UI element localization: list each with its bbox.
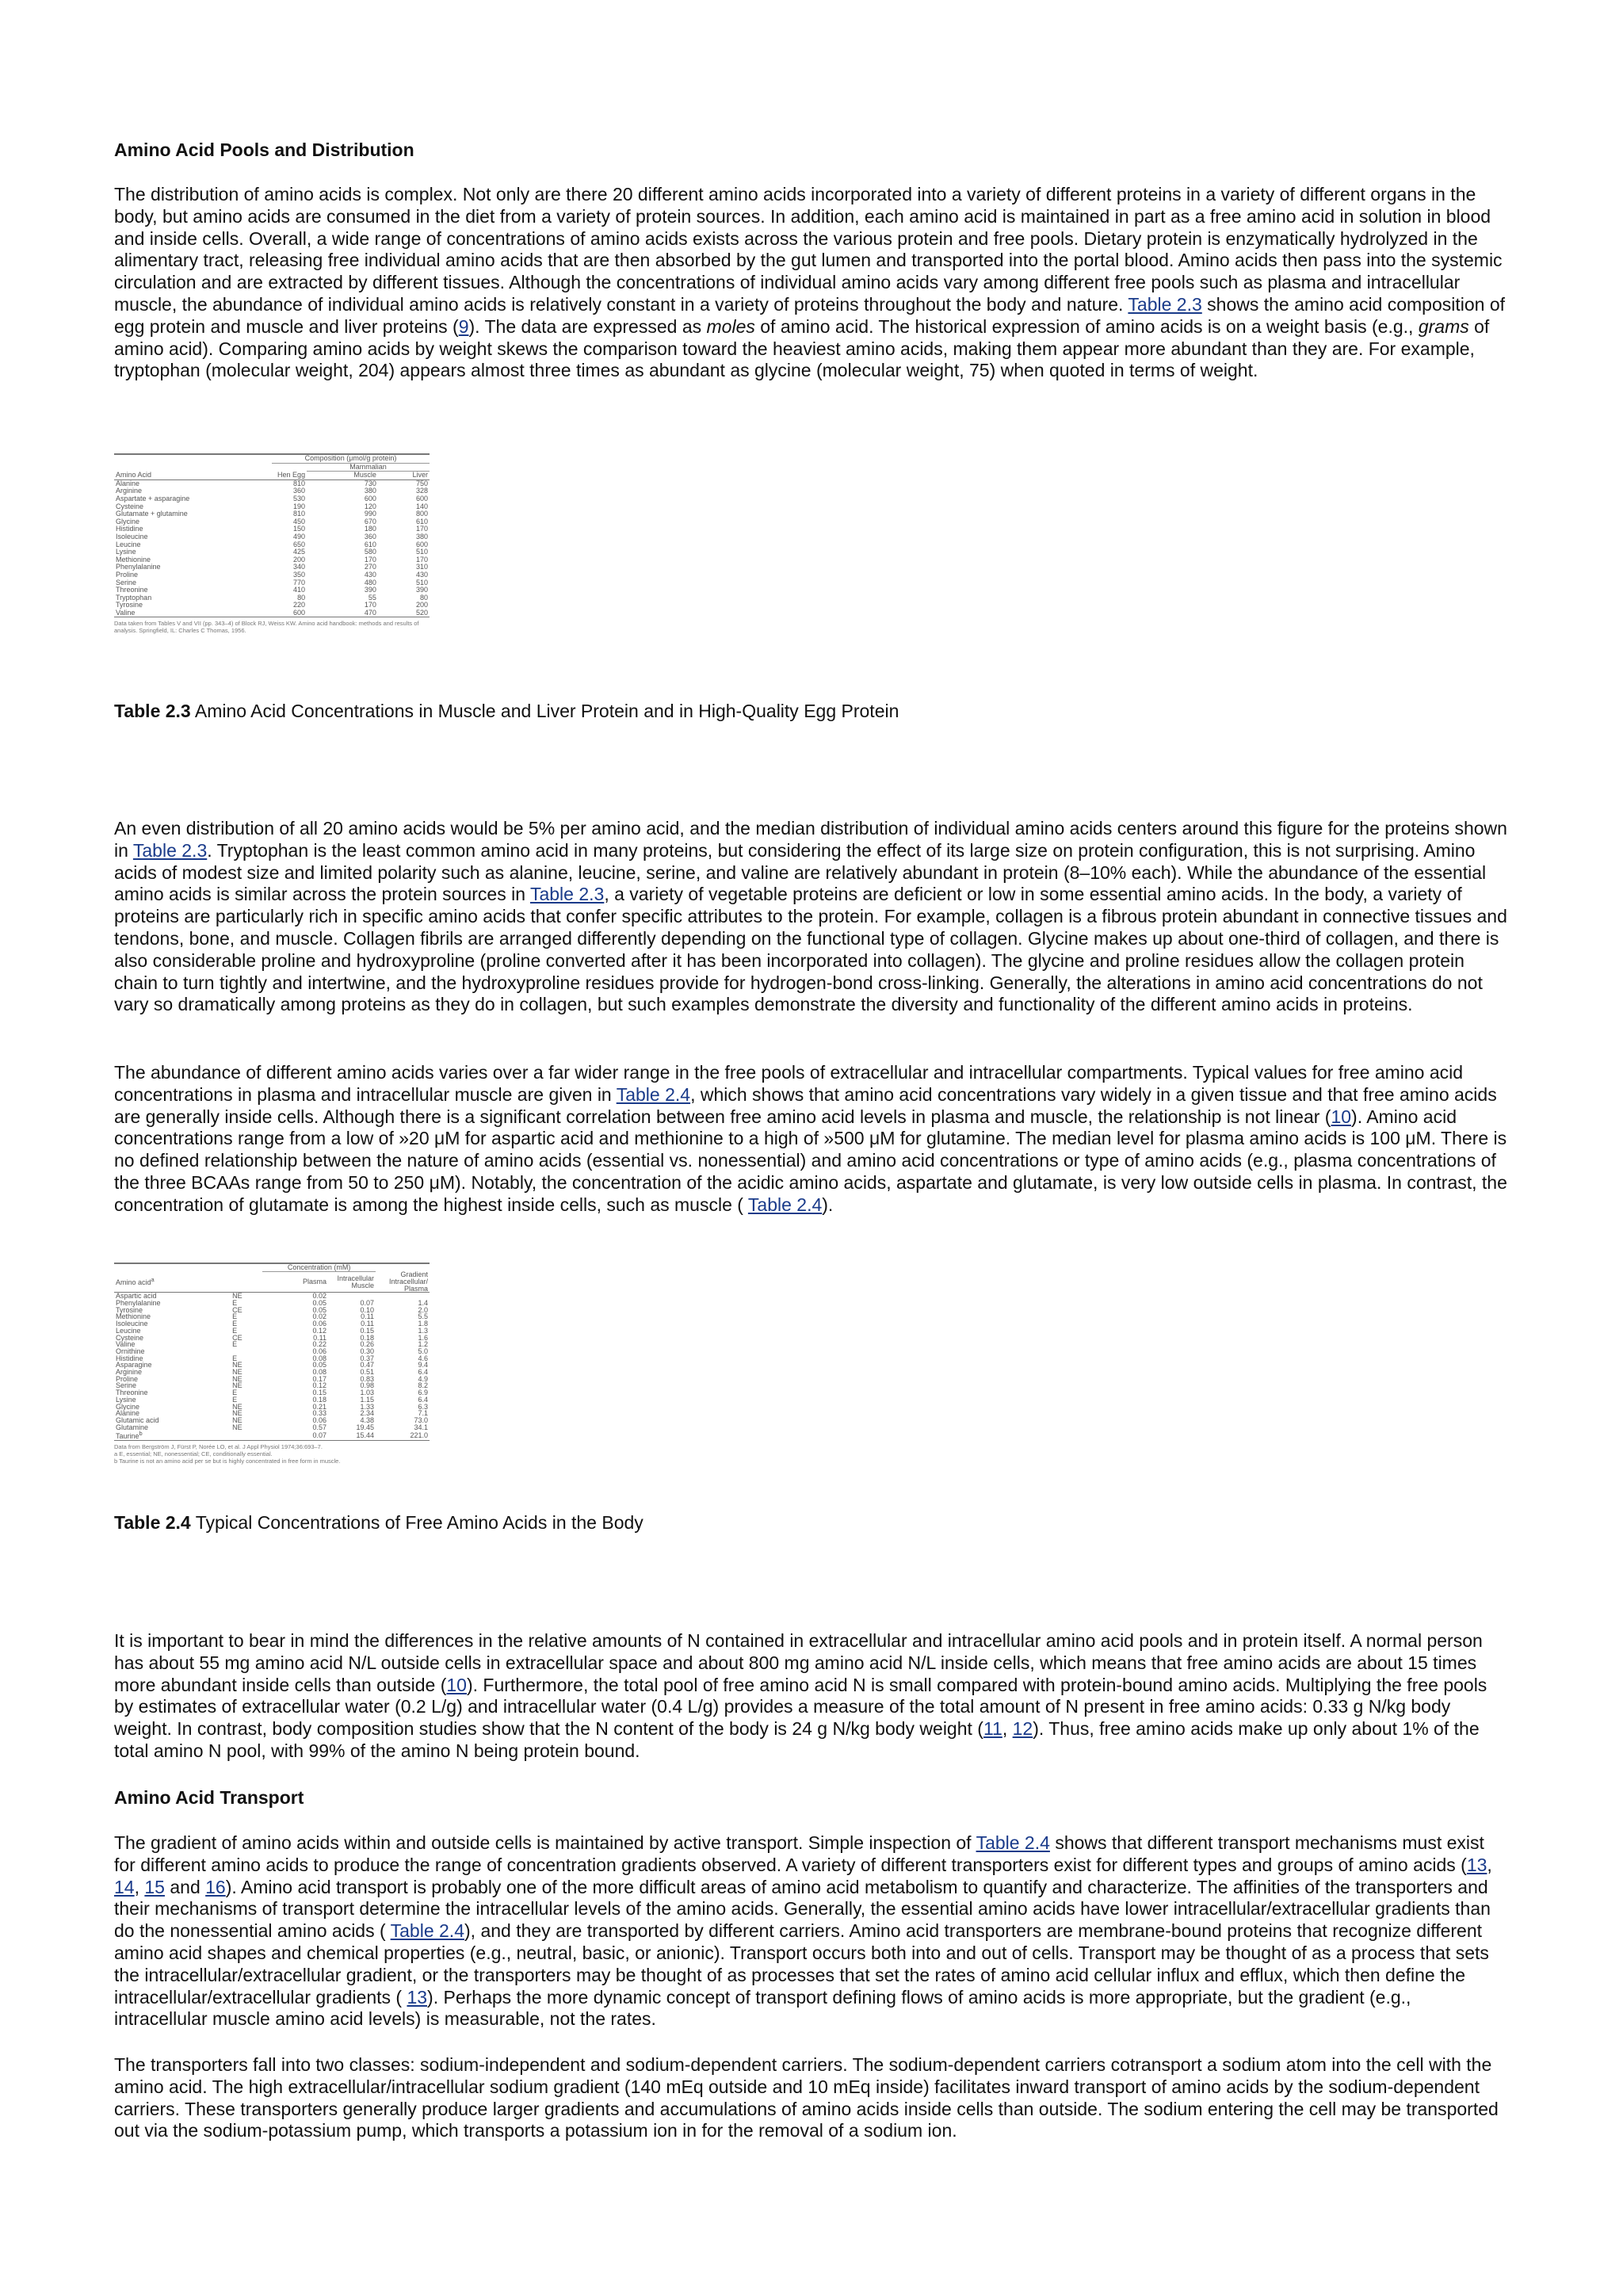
- table-cell-value: 360: [364, 532, 376, 541]
- table-cell-value: 800: [415, 510, 428, 518]
- table-row: [114, 594, 430, 602]
- table-2-4-caption-label: Table 2.4: [114, 1512, 191, 1533]
- table-cell-amino-acid: Glycine: [116, 1402, 140, 1411]
- table-cell-value: 0.10: [360, 1305, 374, 1314]
- reference-12-link[interactable]: 12: [1012, 1718, 1033, 1740]
- table-cell-value: 380: [415, 532, 428, 541]
- table-cell-value: 2.0: [418, 1305, 428, 1314]
- reference-11-link[interactable]: 11: [983, 1718, 1002, 1740]
- table-row: [114, 586, 430, 594]
- table-cell-value: 350: [293, 570, 306, 579]
- table-cell-value: 170: [415, 525, 428, 533]
- table-cell-value: 4.6: [418, 1354, 428, 1362]
- table-cell-amino-acid: Phenylalanine: [116, 1299, 161, 1308]
- table-cell-value: 170: [364, 601, 376, 609]
- reference-15-link[interactable]: 15: [144, 1876, 165, 1897]
- table-cell-value: 8.2: [418, 1381, 428, 1390]
- table-row: [114, 1410, 430, 1417]
- table-cell-amino-acid: Alanine: [116, 1409, 140, 1418]
- reference-16-link[interactable]: 16: [205, 1876, 226, 1897]
- paragraph-transport-gradient: The gradient of amino acids within and outside cells is maintained by active transport. Simple inspection of Table 2.4 shows that different transport mechanisms must exist for different amino acids to produce the range of concentration gradients observed. A variety of different transporters exist for different types and groups of amino acids (13, 14, 15 and 16). Amino acid transport is probably one of the more difficult areas of amino acid metabolism to quantify and characterize. The affinities of the transporters and their mechanisms of transport determine the intracellular levels of the amino acids. Generally, the essential amino acids have lower intracellular/extracellular gradients than do the nonessential amino acids ( Table 2.4), and they are transported by different carriers. Amino acid transporters are membrane-bound proteins that recognize different amino acid shapes and chemical properties (e.g., neutral, basic, or anionic). Transport occurs both into and out of cells. Transport may be thought of as a process that sets the intracellular/extracellular gradient, or the transporters may be thought of as processes that set the rates of amino acid cellular influx and efflux, which then define the intracellular/extracellular gradients ( 13). Perhaps the more dynamic concept of transport defining flows of amino acids is more appropriate, but the gradient (e.g., intracellular muscle amino acid levels) is measurable, not the rates.: [114, 1832, 1492, 2030]
- table-cell-value: 390: [415, 586, 428, 594]
- table-cell-amino-acid: Tryptophan: [116, 593, 152, 602]
- table-cell-value: 810: [293, 479, 306, 487]
- table-cell-amino-acid: Leucine: [116, 1326, 141, 1335]
- table-row: [114, 1348, 430, 1355]
- table-2-4-col-plasma: Plasma: [302, 1278, 327, 1286]
- table-cell-value: 1.3: [418, 1326, 428, 1335]
- table-row: [114, 1424, 430, 1431]
- table-cell-value: 0.57: [312, 1423, 327, 1431]
- table-cell-value: 0.05: [312, 1361, 327, 1370]
- table-cell-class: E: [232, 1320, 238, 1328]
- table-2-3-col-amino-acid: Amino Acid: [116, 470, 152, 479]
- table-cell-amino-acid: Threonine: [116, 586, 148, 594]
- table-row: [114, 563, 430, 571]
- table-cell-amino-acid: Taurine$^b$: [116, 1430, 143, 1441]
- table-cell-amino-acid: Cysteine: [116, 1333, 144, 1342]
- table-cell-value: 6.3: [418, 1402, 428, 1411]
- table-row: [114, 518, 430, 526]
- table-cell-amino-acid: Alanine: [116, 479, 140, 487]
- table-cell-value: 4.38: [360, 1415, 374, 1424]
- table-cell-value: 0.11: [361, 1320, 374, 1328]
- table-row: [114, 602, 430, 609]
- table-cell-value: 6.4: [418, 1368, 428, 1377]
- table-cell-class: NE: [232, 1292, 242, 1301]
- table-cell-value: 55: [368, 593, 376, 602]
- table-2-4-link[interactable]: Table 2.4: [616, 1083, 691, 1105]
- table-cell-value: 0.02: [312, 1312, 327, 1321]
- table-2-3-col-muscle: Muscle: [353, 471, 376, 479]
- table-cell-amino-acid: Valine: [116, 608, 136, 617]
- table-cell-class: NE: [232, 1423, 242, 1431]
- table-cell-amino-acid: Aspartate + asparagine: [116, 494, 190, 502]
- table-cell-value: 0.07: [312, 1431, 327, 1439]
- table-cell-value: 0.08: [312, 1354, 327, 1362]
- table-cell-value: 0.47: [360, 1361, 374, 1370]
- table-cell-value: 0.11: [361, 1312, 374, 1321]
- table-cell-value: 73.0: [414, 1415, 428, 1424]
- table-cell-amino-acid: Tyrosine: [116, 1305, 143, 1314]
- table-cell-amino-acid: Aspartic acid: [116, 1292, 157, 1301]
- table-cell-value: 0.08: [312, 1368, 327, 1377]
- table-row: [114, 1307, 430, 1314]
- table-2-4-link[interactable]: Table 2.4: [390, 1920, 464, 1942]
- table-cell-value: 1.2: [418, 1340, 428, 1349]
- table-cell-value: 310: [415, 563, 428, 571]
- table-row: [114, 1341, 430, 1348]
- table-cell-value: 650: [293, 540, 306, 548]
- table-2-4-col-gradient: Gradient Intracellular/ Plasma: [388, 1270, 428, 1293]
- table-row: [114, 556, 430, 564]
- table-cell-value: 0.37: [360, 1354, 374, 1362]
- table-cell-value: 610: [364, 540, 376, 548]
- table-2-4-link[interactable]: Table 2.4: [747, 1194, 823, 1215]
- table-2-4-group-header: Concentration (mM): [262, 1263, 376, 1271]
- table-cell-value: 600: [415, 540, 428, 548]
- table-cell-amino-acid: Histidine: [116, 525, 143, 533]
- table-cell-class: E: [232, 1312, 238, 1321]
- table-cell-value: 600: [293, 608, 306, 617]
- table-cell-amino-acid: Glutamine: [116, 1423, 149, 1431]
- paragraph-distribution: The distribution of amino acids is complex. Not only are there 20 different amino acids incorporated into a variety of different proteins in a variety of different organs in the body, but amino acids are consumed in the diet from a variety of protein sources. In addition, each amino acid is maintained in part as a free amino acid in solution in blood and inside cells. Overall, a wide range of concentrations of amino acids exists across the various protein and free pools. Dietary protein is enzymatically hydrolyzed in the alimentary tract, releasing free individual amino acids that are then absorbed by the gut lumen and transported into the portal blood. Amino acids then pass into the systemic circulation and are extracted by different tissues. Although the concentrations of individual amino acids vary among different free pools such as plasma and intracellular muscle, the abundance of individual amino acids is relatively constant in a variety of proteins throughout the body and nature. Table 2.3 shows the amino acid composition of egg protein and muscle and liver proteins (9). The data are expressed as moles of amino acid. The historical expression of amino acids is on a weight basis (e.g., grams of amino acid). Comparing amino acids by weight skews the comparison toward the heaviest amino acids, making them appear more abundant than they are. For example, tryptophan (molecular weight, 204) appears almost three times as abundant as glycine (molecular weight, 75) when quoted in terms of weight.: [114, 184, 1506, 381]
- table-cell-value: 430: [415, 570, 428, 579]
- table-cell-value: 0.15: [360, 1326, 374, 1335]
- table-cell-value: 6.4: [418, 1395, 428, 1404]
- table-cell-value: 270: [364, 563, 376, 571]
- table-cell-value: 530: [293, 494, 306, 502]
- table-cell-value: 0.98: [360, 1381, 374, 1390]
- table-cell-value: 0.05: [312, 1305, 327, 1314]
- table-row: [114, 495, 430, 503]
- table-cell-amino-acid: Serine: [116, 1381, 137, 1390]
- table-row: [114, 579, 430, 587]
- table-cell-value: 7.1: [418, 1409, 428, 1418]
- table-cell-value: 190: [293, 502, 306, 510]
- table-row: [114, 548, 430, 556]
- table-cell-class: E: [232, 1395, 238, 1404]
- table-cell-value: 0.18: [360, 1333, 374, 1342]
- table-row: [114, 1335, 430, 1342]
- table-2-3-group-header: Composition (μmol/g protein): [272, 454, 430, 463]
- table-cell-value: 0.33: [312, 1409, 327, 1418]
- table-cell-class: NE: [232, 1409, 242, 1418]
- table-2-3-link[interactable]: Table 2.3: [132, 839, 208, 861]
- table-2-3-source: Data taken from Tables V and VII (pp. 343–4) of Block RJ, Weiss KW. Amino acid handbook: methods and results of analysis. Springfield, IL: Charles C Thomas, 1956.: [114, 620, 419, 635]
- table-2-4-link[interactable]: Table 2.4: [976, 1832, 1050, 1853]
- table-cell-amino-acid: Methionine: [116, 555, 151, 563]
- table-2-4-image: [114, 1263, 430, 1465]
- table-cell-value: 0.06: [312, 1347, 327, 1355]
- table-row: [114, 1313, 430, 1320]
- table-cell-value: 0.11: [313, 1333, 327, 1342]
- table-row: [114, 1362, 430, 1369]
- table-2-3-caption-label: Table 2.3: [114, 701, 191, 721]
- table-cell-amino-acid: Arginine: [116, 1368, 143, 1377]
- table-cell-amino-acid: Phenylalanine: [116, 563, 161, 571]
- table-cell-amino-acid: Glycine: [116, 517, 140, 525]
- table-cell-value: 600: [415, 494, 428, 502]
- table-cell-value: 0.30: [360, 1347, 374, 1355]
- table-cell-value: 380: [364, 487, 376, 495]
- table-cell-value: 0.12: [312, 1326, 327, 1335]
- table-cell-class: E: [232, 1299, 238, 1308]
- table-cell-value: 670: [364, 517, 376, 525]
- table-cell-value: 520: [415, 608, 428, 617]
- table-row: [114, 1369, 430, 1376]
- table-cell-amino-acid: Proline: [116, 1374, 139, 1383]
- table-2-3-subgroup-header: Mammalian: [307, 463, 430, 472]
- table-row: [114, 1376, 430, 1383]
- table-cell-amino-acid: Cysteine: [116, 502, 144, 510]
- table-2-4-caption: [114, 1512, 643, 1534]
- table-cell-value: 170: [415, 555, 428, 563]
- table-cell-value: 140: [415, 502, 428, 510]
- table-cell-value: 0.06: [312, 1320, 327, 1328]
- table-cell-amino-acid: Proline: [116, 570, 139, 579]
- table-row: [114, 1355, 430, 1362]
- reference-13-link[interactable]: 13: [1466, 1854, 1487, 1875]
- table-cell-amino-acid: Methionine: [116, 1312, 151, 1321]
- table-cell-amino-acid: Isoleucine: [116, 1320, 148, 1328]
- table-cell-amino-acid: Ornithine: [116, 1347, 145, 1355]
- table-row: [114, 479, 430, 487]
- table-2-3-link[interactable]: Table 2.3: [529, 884, 605, 905]
- table-cell-amino-acid: Tyrosine: [116, 601, 143, 609]
- paragraph-nitrogen-pools: It is important to bear in mind the differences in the relative amounts of N contained in extracellular and intracellular amino acid pools and in protein itself. A normal person has about 55 mg amino acid N/L outside cells in extracellular space and about 800 mg amino acid N/L inside cells, which means that free amino acids are about 15 times more abundant inside cells than outside (10). Furthermore, the total pool of free amino acid N is small compared with protein-bound amino acids. Multiplying the free pools by estimates of extracellular water (0.2 L/g) and intracellular water (0.4 L/g) provides a measure of the total amount of N present in free amino acids: 0.33 g N/kg body weight. In contrast, body composition studies show that the N content of the body is 24 g N/kg body weight (11, 12). Thus, free amino acids make up only about 1% of the total amino N pool, with 99% of the amino N being protein bound.: [114, 1630, 1487, 1761]
- table-cell-value: 34.1: [414, 1423, 428, 1431]
- table-row: [114, 1293, 430, 1300]
- table-cell-value: 610: [415, 517, 428, 525]
- table-cell-value: 0.83: [360, 1374, 374, 1383]
- table-2-4-col-amino-acid: Amino acid$^a$: [116, 1276, 155, 1287]
- table-cell-amino-acid: Asparagine: [116, 1361, 152, 1370]
- table-row: [114, 1328, 430, 1335]
- table-cell-amino-acid: Glutamic acid: [116, 1415, 159, 1424]
- table-row: [114, 510, 430, 518]
- reference-10-link[interactable]: 10: [1331, 1106, 1352, 1127]
- section-heading-transport: Amino Acid Transport: [114, 1787, 304, 1808]
- table-cell-class: E: [232, 1326, 238, 1335]
- paragraph-free-pools: The abundance of different amino acids varies over a far wider range in the free pools of extracellular and intracellular compartments. Typical values for free amino acid concentrations in plasma and intracellular muscle are given in Table 2.4, which shows that amino acid concentrations vary widely in a given tissue and that free amino acids are generally inside cells. Although there is a significant correlation between free amino acid levels in plasma and muscle, the relationship is not linear (10). Amino acid concentrations range from a low of »20 μM for aspartic acid and methionine to a high of »500 μM for glutamine. The median level for plasma amino acids is 100 μM. There is no defined relationship between the nature of amino acids (essential vs. nonessential) and amino acid concentrations or type of amino acids (e.g., plasma concentrations of the three BCAAs range from 50 to 250 μM). Notably, the concentration of the acidic amino acids, aspartate and glutamate, is very low outside cells in plasma. In contrast, the concentration of glutamate is among the highest inside cells, such as muscle ( Table 2.4).: [114, 1062, 1507, 1215]
- table-cell-class: NE: [232, 1381, 242, 1390]
- table-cell-value: 750: [415, 479, 428, 487]
- table-cell-value: 150: [293, 525, 306, 533]
- table-cell-value: 510: [415, 548, 428, 556]
- table-row: [114, 1404, 430, 1411]
- table-cell-value: 510: [415, 578, 428, 586]
- table-cell-value: 0.07: [360, 1299, 374, 1308]
- table-cell-value: 19.45: [356, 1423, 374, 1431]
- table-cell-value: 1.4: [418, 1299, 428, 1308]
- table-cell-value: 0.05: [312, 1299, 327, 1308]
- table-cell-value: 328: [415, 487, 428, 495]
- table-cell-value: 990: [364, 510, 376, 518]
- table-cell-amino-acid: Threonine: [116, 1389, 148, 1397]
- table-cell-value: 470: [364, 608, 376, 617]
- table-cell-amino-acid: Isoleucine: [116, 532, 148, 541]
- table-cell-amino-acid: Arginine: [116, 487, 143, 495]
- table-cell-amino-acid: Valine: [116, 1340, 136, 1349]
- table-2-3-col-liver: Liver: [412, 471, 428, 479]
- table-cell-value: 170: [364, 555, 376, 563]
- table-cell-class: NE: [232, 1402, 242, 1411]
- table-cell-value: 1.03: [360, 1389, 374, 1397]
- paragraph-transporter-classes: The transporters fall into two classes: sodium-independent and sodium-dependent carriers. The sodium-dependent carriers cotransport a sodium atom into the cell with the amino acid. The high extracellular/intracellular sodium gradient (140 mEq outside and 10 mEq inside) facilitates inward transport of amino acids by the sodium-dependent carriers. These transporters generally produce larger gradients and accumulations of amino acids inside cells than outside. The sodium entering the cell may be transported out via the sodium-potassium pump, which transports a potassium ion in for the removal of a sodium ion.: [114, 2054, 1499, 2141]
- table-row: [114, 1300, 430, 1307]
- table-cell-value: 221.0: [410, 1431, 428, 1439]
- table-cell-value: 1.15: [360, 1395, 374, 1404]
- table-cell-amino-acid: Serine: [116, 578, 137, 586]
- table-cell-value: 0.21: [312, 1402, 327, 1411]
- table-cell-value: 0.15: [312, 1389, 327, 1397]
- table-cell-class: E: [232, 1389, 238, 1397]
- reference-13-link[interactable]: 13: [407, 1986, 428, 2008]
- table-cell-value: 450: [293, 517, 306, 525]
- table-cell-value: 0.26: [360, 1340, 374, 1349]
- reference-9-link[interactable]: 9: [458, 315, 469, 337]
- table-cell-amino-acid: Lysine: [116, 548, 136, 556]
- table-cell-value: 360: [293, 487, 306, 495]
- table-2-3-col-egg: Hen Egg: [277, 470, 306, 479]
- table-cell-value: 220: [293, 601, 306, 609]
- table-cell-amino-acid: Glutamate + glutamine: [116, 510, 188, 518]
- table-cell-value: 430: [364, 570, 376, 579]
- table-cell-class: NE: [232, 1415, 242, 1424]
- table-2-3-caption: [114, 701, 899, 722]
- table-cell-class: E: [232, 1354, 238, 1362]
- table-cell-value: 180: [364, 525, 376, 533]
- table-row: [114, 609, 430, 617]
- table-cell-value: 1.33: [360, 1402, 374, 1411]
- table-cell-value: 770: [293, 578, 306, 586]
- table-cell-value: 5.5: [418, 1312, 428, 1321]
- table-row: [114, 1396, 430, 1404]
- table-row: [114, 541, 430, 549]
- table-cell-value: 810: [293, 510, 306, 518]
- table-row: [114, 525, 430, 533]
- table-cell-value: 2.34: [360, 1409, 374, 1418]
- table-cell-value: 120: [364, 502, 376, 510]
- table-cell-value: 340: [293, 563, 306, 571]
- table-cell-value: 5.0: [418, 1347, 428, 1355]
- table-cell-value: 0.18: [312, 1395, 327, 1404]
- table-cell-value: 0.06: [312, 1415, 327, 1424]
- table-cell-value: 80: [419, 593, 428, 602]
- table-cell-amino-acid: Histidine: [116, 1354, 143, 1362]
- table-cell-value: 730: [364, 479, 376, 487]
- table-cell-class: CE: [232, 1333, 242, 1342]
- table-cell-class: CE: [232, 1305, 242, 1314]
- table-cell-value: 0.12: [312, 1381, 327, 1390]
- table-2-4-col-muscle: Intracellular Muscle: [337, 1274, 374, 1289]
- table-cell-value: 4.9: [418, 1374, 428, 1383]
- table-cell-value: 390: [364, 586, 376, 594]
- table-2-4-caption-text: Typical Concentrations of Free Amino Acids in the Body: [195, 1512, 643, 1533]
- table-2-3-link[interactable]: Table 2.3: [1128, 293, 1202, 315]
- table-cell-value: 6.9: [418, 1389, 428, 1397]
- table-row: [114, 1382, 430, 1389]
- reference-14-link[interactable]: 14: [114, 1876, 135, 1897]
- table-cell-class: E: [232, 1340, 238, 1349]
- table-2-3-image: [114, 453, 430, 634]
- table-cell-amino-acid: Lysine: [116, 1395, 136, 1404]
- table-cell-value: 1.8: [418, 1320, 428, 1328]
- table-cell-amino-acid: Leucine: [116, 540, 141, 548]
- table-cell-value: 410: [293, 586, 306, 594]
- table-cell-value: 490: [293, 532, 306, 541]
- table-cell-value: 15.44: [356, 1431, 374, 1439]
- reference-10-link[interactable]: 10: [446, 1674, 467, 1695]
- table-2-3-body: [114, 479, 430, 617]
- table-2-4-footnotes: Data from Bergström J, Fürst P, Norée LO, et al. J Appl Physiol 1974;36:693–7. a E, essential; NE, nonessential; CE, conditionally essential. b Taurine is not an amino acid per se but is highly concentrated in free form in muscle.: [114, 1443, 341, 1465]
- table-cell-value: 0.02: [312, 1292, 327, 1301]
- table-cell-value: 200: [293, 555, 306, 563]
- table-cell-value: 0.51: [360, 1368, 374, 1377]
- table-cell-value: 425: [293, 548, 306, 556]
- table-cell-value: 200: [415, 601, 428, 609]
- paragraph-even-distribution: An even distribution of all 20 amino acids would be 5% per amino acid, and the median distribution of individual amino acids centers around this figure for the proteins shown in Table 2.3. Tryptophan is the least common amino acid in many proteins, but considering the effect of its large size on protein configuration, this is not surprising. Amino acids of modest size and limited polarity such as alanine, leucine, serine, and valine are relatively abundant in protein (8–10% each). While the abundance of the essential amino acids is similar across the protein sources in Table 2.3, a variety of vegetable proteins are deficient or low in some essential amino acids. In the body, a variety of proteins are particularly rich in specific amino acids that confer specific attributes to the protein. For example, collagen is a fibrous protein abundant in connective tissues and tendons, bone, and muscle. Collagen fibrils are arranged differently depending on the functional type of collagen. Glycine makes up about one-third of collagen, and there is also considerable proline and hydroxyproline (proline converted after it has been incorporated into collagen). The glycine and proline residues allow the collagen protein chain to turn tightly and intertwine, and the hydroxyproline residues provide for hydrogen-bond cross-linking. Generally, the alterations in amino acid concentrations do not vary so dramatically among proteins as they do in collagen, but such examples demonstrate the diversity and functionality of the different amino acids in proteins.: [114, 818, 1507, 1015]
- table-row: [114, 571, 430, 579]
- table-row: [114, 533, 430, 541]
- table-2-4-body: [114, 1293, 430, 1441]
- section-heading-pools: Amino Acid Pools and Distribution: [114, 139, 414, 160]
- table-cell-class: NE: [232, 1361, 242, 1370]
- table-cell-value: 480: [364, 578, 376, 586]
- table-cell-value: 9.4: [418, 1361, 428, 1370]
- table-cell-value: 600: [364, 494, 376, 502]
- table-row: [114, 1417, 430, 1424]
- table-row: [114, 1389, 430, 1396]
- table-cell-class: NE: [232, 1368, 242, 1377]
- table-cell-class: [231, 1431, 262, 1440]
- table-2-3-caption-text: Amino Acid Concentrations in Muscle and Liver Protein and in High-Quality Egg Protein: [194, 701, 899, 721]
- table-cell-value: 80: [297, 593, 306, 602]
- table-cell-value: 1.6: [418, 1333, 428, 1342]
- table-cell-class: NE: [232, 1374, 242, 1383]
- table-cell-value: 0.22: [312, 1340, 327, 1349]
- table-cell-value: 580: [364, 548, 376, 556]
- table-row: [114, 1320, 430, 1328]
- table-row: [114, 1431, 430, 1440]
- table-cell-value: 0.17: [312, 1374, 327, 1383]
